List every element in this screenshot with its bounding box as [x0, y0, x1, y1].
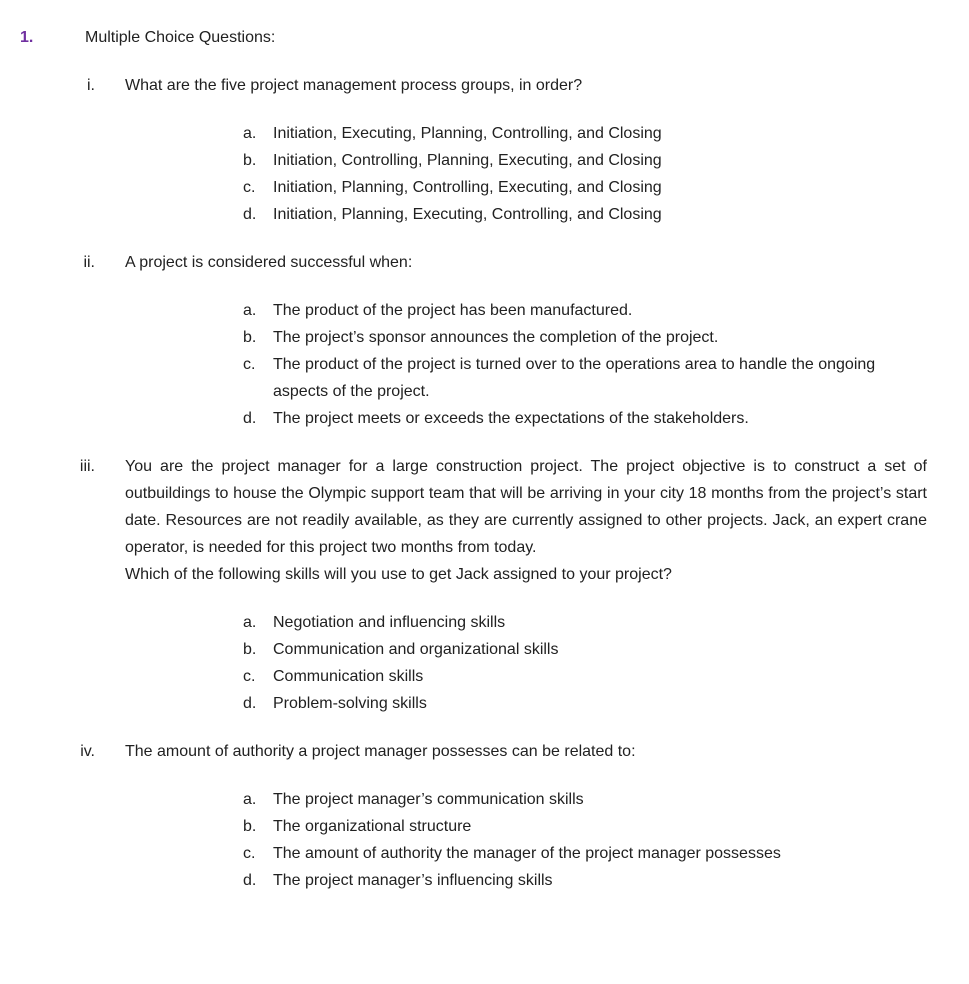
option-letter: b. [243, 152, 257, 169]
option-letter: c. [243, 179, 256, 196]
option-letter: c. [243, 668, 256, 685]
option-text: The project’s sponsor announces the completion of the project. [273, 329, 719, 346]
section-title: Multiple Choice Questions: [85, 29, 276, 46]
option-text: The organizational structure [273, 818, 472, 835]
option-row [243, 297, 927, 324]
option-list [243, 297, 927, 432]
option-row [243, 351, 927, 405]
option-row [243, 867, 927, 894]
option-letter: c. [243, 356, 256, 373]
question-text: You are the project manager for a large construction project. The project objective is to construct a set of outbuildings to house the Olympic support team that will be arriving in your city 18 months from the project’s start date. Resources are not readily available, as they are currently assigned to other projects. Jack, an expert crane operator, is needed for this project two months from today. [125, 458, 927, 556]
option-text: Problem-solving skills [273, 695, 427, 712]
section-number: 1. [20, 29, 34, 46]
option-row [243, 636, 927, 663]
question-block-iv [20, 738, 927, 894]
question-body [125, 738, 927, 894]
option-row [243, 324, 927, 351]
question-numeral: iv. [80, 743, 95, 760]
option-text: The project manager’s communication skills [273, 791, 584, 808]
option-text: The project meets or exceeds the expectations of the stakeholders. [273, 410, 749, 427]
option-row [243, 609, 927, 636]
option-letter: d. [243, 410, 257, 427]
option-row [243, 690, 927, 717]
question-row [20, 738, 927, 894]
question-row [20, 72, 927, 228]
question-block-i [20, 72, 927, 228]
option-letter: d. [243, 872, 257, 889]
section-header [20, 24, 927, 51]
option-row [243, 663, 927, 690]
question-text: The amount of authority a project manager possesses can be related to: [125, 743, 636, 760]
option-text: Initiation, Controlling, Planning, Executing, and Closing [273, 152, 662, 169]
option-letter: a. [243, 791, 257, 808]
question-numeral: ii. [83, 254, 95, 271]
question-numeral: i. [87, 77, 95, 94]
option-row [243, 201, 927, 228]
question-row [20, 453, 927, 717]
option-row [243, 174, 927, 201]
option-text: Negotiation and influencing skills [273, 614, 506, 631]
question-body [125, 453, 927, 717]
option-list [243, 120, 927, 228]
option-letter: b. [243, 818, 257, 835]
option-text: The project manager’s influencing skills [273, 872, 553, 889]
option-text: Initiation, Planning, Executing, Controlling, and Closing [273, 206, 662, 223]
option-letter: c. [243, 845, 256, 862]
question-text: What are the five project management process groups, in order? [125, 77, 583, 94]
option-text: Communication and organizational skills [273, 641, 559, 658]
question-row [20, 249, 927, 432]
option-text: Initiation, Executing, Planning, Controlling, and Closing [273, 125, 662, 142]
option-letter: a. [243, 125, 257, 142]
question-text-secondary: Which of the following skills will you use to get Jack assigned to your project? [125, 566, 672, 583]
option-letter: a. [243, 614, 257, 631]
option-letter: d. [243, 695, 257, 712]
question-body [125, 72, 927, 228]
option-row [243, 405, 927, 432]
question-body [125, 249, 927, 432]
option-letter: a. [243, 302, 257, 319]
option-letter: b. [243, 329, 257, 346]
question-block-ii [20, 249, 927, 432]
option-row [243, 147, 927, 174]
option-row [243, 813, 927, 840]
question-text: A project is considered successful when: [125, 254, 413, 271]
question-numeral: iii. [79, 458, 95, 475]
option-row [243, 786, 927, 813]
option-row [243, 120, 927, 147]
question-block-iii [20, 453, 927, 717]
option-text: Communication skills [273, 668, 424, 685]
option-list [243, 609, 927, 717]
option-text: The product of the project is turned over to the operations area to handle the ongoing aspects of the project. [273, 356, 876, 400]
option-letter: d. [243, 206, 257, 223]
option-letter: b. [243, 641, 257, 658]
option-text: Initiation, Planning, Controlling, Executing, and Closing [273, 179, 662, 196]
option-list [243, 786, 927, 894]
option-text: The product of the project has been manufactured. [273, 302, 633, 319]
option-text: The amount of authority the manager of the project manager possesses [273, 845, 781, 862]
option-row [243, 840, 927, 867]
